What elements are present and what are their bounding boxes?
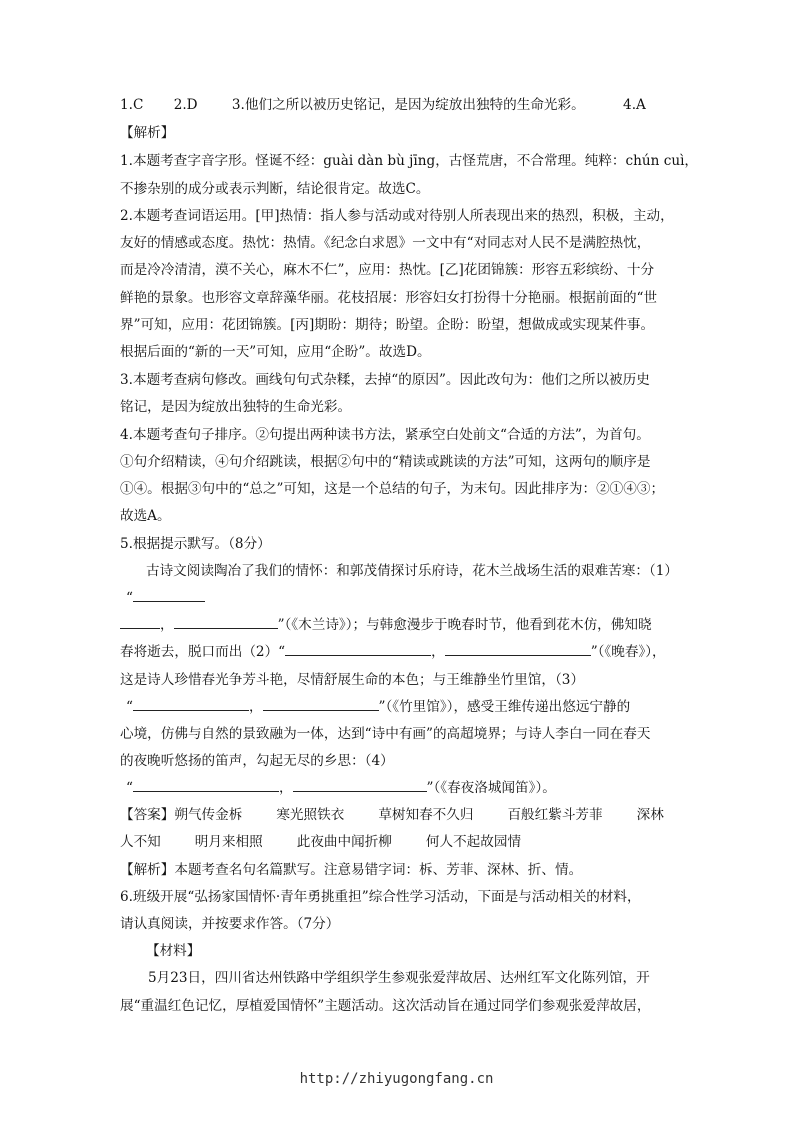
blank-1c[interactable] <box>174 616 278 629</box>
q3-line-2: 铭记，是因为绽放出独特的生命光彩。 <box>120 399 352 415</box>
blank-3a[interactable] <box>133 698 249 711</box>
q2-line-3: 而是冷冷清清，漠不关心，麻木不仁”，应用：热忱。[乙]花团锦簇：形容五彩缤纷、十分 <box>120 262 655 278</box>
blank-2b[interactable] <box>445 643 591 656</box>
answer-line <box>120 96 646 114</box>
q5-line-2: “ <box>126 589 205 607</box>
answer-item: 草树知春不久归 <box>378 807 474 823</box>
answer-1: 1.C <box>120 97 144 113</box>
q5-line-1: 古诗文阅读陶冶了我们的情怀：和郭茂倩探讨乐府诗，花木兰战场生活的艰难苦寒：（1） <box>146 563 679 579</box>
q5-line-8: 的夜晚听悠扬的笛声，勾起无尽的乡思：（4） <box>120 753 394 769</box>
answer-4: 4.A <box>623 97 646 113</box>
answer-item: 朔气传金柝 <box>174 807 243 823</box>
footer-url[interactable]: http://zhiyugongfang.cn <box>299 1071 494 1087</box>
q5-line-9: “ ， ”（《春夜洛城闻笛》）。 <box>126 780 556 796</box>
q6-para-line-2: 展“重温红色记忆，厚植爱国情怀”主题活动。这次活动旨在通过同学们参观张爱萍故居， <box>120 998 651 1014</box>
q5-line-4: 春将逝去，脱口而出（2）“ ， ”（《晚春》）， <box>120 644 666 660</box>
blank-2a[interactable] <box>285 643 431 656</box>
q5-line-5: 这是诗人珍惜春光争芳斗艳，尽情舒展生命的本色；与王维静坐竹里馆，（3） <box>120 672 585 688</box>
q5-line-6: “ ， ”（《竹里馆》），感受王维传递出悠远宁静的 <box>126 699 631 715</box>
q5-line-7: 心境，仿佛与自然的景致融为一体，达到“诗中有画”的高超境界；与诗人李白一同在春天 <box>120 726 651 742</box>
q3-line-1: 3.本题考查病句修改。画线句句式杂糅，去掉“的原因”。因此改句为：他们之所以被历史 <box>120 372 650 388</box>
answer-3: 3.他们之所以被历史铭记，是因为绽放出独特的生命光彩。 <box>231 97 585 113</box>
q5-analysis: 【解析】本题考查名句名篇默写。注意易错字词：柝、芳菲、深林、折、情。 <box>120 862 583 878</box>
q2-line-2: 友好的情感或态度。热忱：热情。《纪念白求恩》一文中有“对同志对人民不是满腔热忱， <box>120 235 651 251</box>
q2-line-5: 界”可知，应用：花团锦簇。[丙]期盼：期待；盼望。企盼：盼望，想做成或实现某件事。 <box>120 317 655 333</box>
q4-line-4: 故选A。 <box>120 508 171 524</box>
answer-item: 何人不起故园情 <box>425 834 522 850</box>
answer-item: 百般红紫斗芳菲 <box>507 807 603 823</box>
analysis-heading: 【解析】 <box>120 125 175 141</box>
blank-4b[interactable] <box>293 779 427 792</box>
q2-line-4: 鲜艳的景象。也形容文章辞藻华丽。花枝招展：形容妇女打扮得十分艳丽。根据前面的“世 <box>120 290 658 306</box>
q6-para-line-1: 5月23日，四川省达州铁路中学组织学生参观张爱萍故居、达州红军文化陈列馆，开 <box>148 970 650 986</box>
q5-answer-line-2 <box>120 833 521 851</box>
q2-line-1: 2.本题考查词语运用。[甲]热情：指人参与活动或对待别人所表现出来的热烈，积极，主动， <box>120 208 674 224</box>
answer-item: 深林 <box>636 807 664 823</box>
blank-4a[interactable] <box>133 779 279 792</box>
answer-item: 人不知 <box>120 834 161 850</box>
blank-1b[interactable] <box>120 616 160 629</box>
q6-line-2: 请认真阅读，并按要求作答。（7分） <box>120 916 340 932</box>
answer-item: 寒光照铁衣 <box>276 807 345 823</box>
answer-item: 此夜曲中闻折柳 <box>296 834 392 850</box>
q4-line-1: 4.本题考查句子排序。②句提出两种读书方法，紧承空白处前文“合适的方法”，为首句。 <box>120 427 650 443</box>
q6-line-1: 6.班级开展“弘扬家国情怀·青年勇挑重担”综合性学习活动，下面是与活动相关的材料， <box>120 889 641 905</box>
blank-3b[interactable] <box>263 698 379 711</box>
answer-item: 明月来相照 <box>194 834 263 850</box>
blank-1a[interactable] <box>133 589 205 602</box>
q2-line-6: 根据后面的“新的一天”可知，应用“企盼”。故选D。 <box>120 344 431 360</box>
q6-material-label: 【材料】 <box>146 943 201 959</box>
q1-line-2: 不掺杂别的成分或表示判断，结论很肯定。故选C。 <box>120 181 430 197</box>
q4-line-2: ①句介绍精读，④句介绍跳读，根据②句中的“精读或跳读的方法”可知，这两句的顺序是 <box>120 454 651 470</box>
q4-line-3: ①④。根据③句中的“总之”可知，这是一个总结的句子，为末句。因此排序为：②①④③； <box>120 481 665 497</box>
q5-line-3: ， ”（《木兰诗》）；与韩愈漫步于晚春时节，他看到花木仿，佛知晓 <box>120 616 652 634</box>
q1-line-1: 1.本题考查字音字形。怪诞不经：guài dàn bù jīng，古怪荒唐，不合常理。纯粹：chún cuì， <box>120 153 699 169</box>
q5-answer-line-1: 【答案】朔气传金柝 寒光照铁衣 草树知春不久归 百般红紫斗芳菲 深林 <box>120 807 664 823</box>
q5-title: 5.根据提示默写。（8分） <box>120 536 271 552</box>
answer-2: 2.D <box>173 97 198 113</box>
